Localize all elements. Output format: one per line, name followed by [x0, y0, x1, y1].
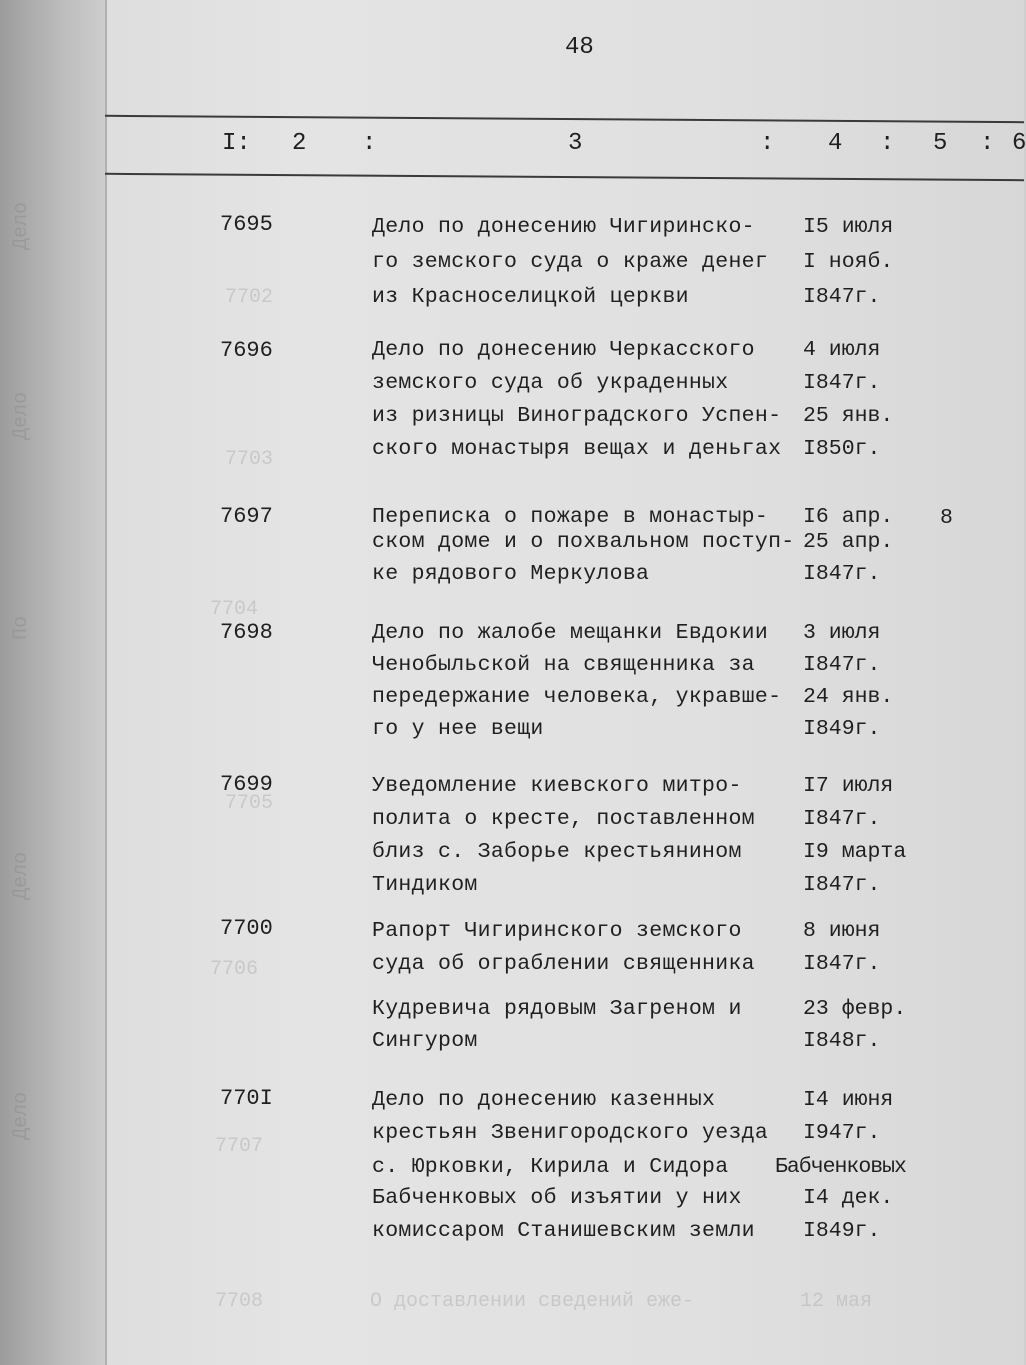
entry-number: 7699: [220, 772, 273, 797]
entry-date: I6 апр.: [803, 505, 894, 529]
bleed-through-text: 7703: [225, 448, 274, 471]
header-col2: 2: [292, 130, 307, 157]
entry-date: I847г.: [803, 653, 881, 677]
entry-date: I847г.: [803, 873, 881, 897]
entry-description-line: близ с. Заборье крестьянином: [372, 840, 742, 864]
adjacent-page-bleed-text: Дело: [10, 851, 33, 900]
header-sep: :: [980, 130, 995, 157]
entry-date: I847г.: [803, 285, 881, 309]
entry-description-line: Дело по донесению Чигиринско-: [372, 215, 755, 239]
entry-date: I847г.: [803, 562, 881, 586]
bleed-through-text: 7702: [225, 286, 274, 309]
bleed-through-text: 7708: [215, 1290, 264, 1313]
entry-description-line: Рапорт Чигиринского земского: [372, 919, 742, 943]
entry-date: I849г.: [803, 717, 881, 741]
header-col3: 3: [568, 130, 583, 157]
entry-date: I850г.: [803, 437, 881, 461]
entry-date: I847г.: [803, 952, 881, 976]
entry-date: 24 янв.: [803, 685, 894, 709]
entry-date: 8 июня: [803, 919, 881, 943]
entry-date: 25 янв.: [803, 404, 894, 428]
bleed-through-text: 7705: [225, 792, 274, 815]
entry-sheet-count: 8: [940, 506, 953, 530]
bleed-through-text: 7707: [215, 1135, 264, 1158]
adjacent-page-bleed-text: Дело: [10, 391, 33, 440]
entry-description-line: Дело по донесению казенных: [372, 1088, 716, 1112]
adjacent-page-strip: [0, 0, 107, 1365]
entry-description-line: Бабченковых об изъятии у них: [372, 1186, 742, 1210]
bleed-through-text: 7704: [210, 598, 259, 621]
entry-date: I4 июня: [803, 1088, 894, 1112]
entry-description-line: с. Юрковки, Кирила и Сидора: [372, 1155, 729, 1179]
entry-description-line: Тиндиком: [372, 873, 478, 897]
entry-description-line: передержание человека, укравше-: [372, 685, 782, 709]
header-col1: I:: [222, 130, 251, 157]
entry-date-overtyped: Бабченковых: [775, 1155, 906, 1179]
entry-description-line: Уведомление киевского митро-: [372, 774, 742, 798]
entry-description-line: Кудревича рядовым Загреном и: [372, 997, 742, 1021]
entry-date: I847г.: [803, 807, 881, 831]
entry-date: I849г.: [803, 1219, 881, 1243]
header-col6: 6: [1012, 130, 1026, 157]
entry-date: 23 февр.: [803, 997, 907, 1021]
entry-number: 7700: [220, 916, 273, 941]
entry-description-line: Переписка о пожаре в монастыр-: [372, 505, 769, 529]
entry-description-line: ского монастыря вещах и деньгах: [372, 437, 782, 461]
entry-description-line: го у нее вещи: [372, 717, 544, 741]
entry-number: 7696: [220, 338, 273, 363]
header-sep: :: [760, 130, 775, 157]
header-sep: :: [880, 130, 895, 157]
entry-description-line: комиссаром Станишевским земли: [372, 1219, 755, 1243]
page-number: 48: [565, 34, 594, 61]
entry-description-line: крестьян Звенигородского уезда: [372, 1121, 769, 1145]
adjacent-page-bleed-text: По: [10, 615, 33, 640]
entry-description-line: из Красноселицкой церкви: [372, 285, 689, 309]
entry-description-line: Дело по донесению Черкасского: [372, 338, 755, 362]
entry-date: I848г.: [803, 1029, 881, 1053]
bleed-through-text: 12 мая: [800, 1290, 873, 1313]
entry-number: 7695: [220, 212, 273, 237]
entry-date: I5 июля: [803, 215, 894, 239]
entry-description-line: суда об ограблении священника: [372, 952, 755, 976]
entry-date: I947г.: [803, 1121, 881, 1145]
entry-description-line: из ризницы Виноградского Успен-: [372, 404, 782, 428]
header-sep: :: [362, 130, 377, 157]
entry-date: 25 апр.: [803, 530, 894, 554]
entry-date: 3 июля: [803, 621, 881, 645]
entry-number: 7697: [220, 504, 273, 529]
entry-description-line: го земского суда о краже денег: [372, 250, 769, 274]
entry-description-line: полита о кресте, поставленном: [372, 807, 755, 831]
header-col4: 4: [828, 130, 843, 157]
header-col5: 5: [933, 130, 948, 157]
entry-description-line: ском доме и о похвальном поступ-: [372, 530, 795, 554]
entry-date: 4 июля: [803, 338, 881, 362]
entry-date: I4 дек.: [803, 1186, 894, 1210]
header-top-rule: [105, 115, 1024, 123]
adjacent-page-bleed-text: Дело: [10, 201, 33, 250]
header-bottom-rule: [105, 173, 1024, 181]
entry-date: I7 июля: [803, 774, 894, 798]
entry-description-line: ке рядового Меркулова: [372, 562, 650, 586]
entry-description-line: земского суда об украденных: [372, 371, 729, 395]
adjacent-page-bleed-text: Дело: [10, 1091, 33, 1140]
entry-date: I9 марта: [803, 840, 907, 864]
entry-number: 770I: [220, 1086, 273, 1111]
entry-description-line: Ченобыльской на священника за: [372, 653, 755, 677]
entry-date: I847г.: [803, 371, 881, 395]
bleed-through-text: О доставлении сведений еже-: [370, 1290, 695, 1313]
entry-description-line: Дело по жалобе мещанки Евдокии: [372, 621, 769, 645]
entry-number: 7698: [220, 620, 273, 645]
entry-date: I нояб.: [803, 250, 894, 274]
entry-description-line: Сингуром: [372, 1029, 478, 1053]
bleed-through-text: 7706: [210, 958, 259, 981]
